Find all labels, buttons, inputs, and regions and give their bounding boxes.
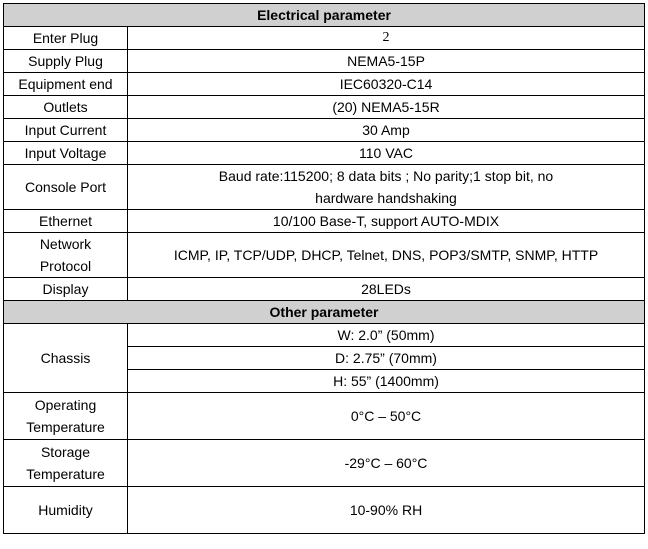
row-label: Chassis <box>4 324 128 393</box>
row-value: 10/100 Base-T, support AUTO-MDIX <box>128 210 645 233</box>
table-row <box>4 210 645 233</box>
row-value: 30 Amp <box>128 119 645 142</box>
table-row <box>4 119 645 142</box>
row-value: 2 <box>128 27 645 50</box>
table-row <box>4 165 645 210</box>
table-row <box>4 96 645 119</box>
row-label: Console Port <box>4 165 128 210</box>
row-value: H: 55” (1400mm) <box>128 370 645 393</box>
row-value: 10-90% RH <box>128 487 645 534</box>
table-row <box>4 50 645 73</box>
row-value: W: 2.0” (50mm) <box>128 324 645 347</box>
table-row <box>4 142 645 165</box>
table-row <box>4 393 645 440</box>
section-title: Electrical parameter <box>4 4 645 27</box>
row-label: Operating Temperature <box>4 393 128 440</box>
row-label: Humidity <box>4 487 128 534</box>
row-value: NEMA5-15P <box>128 50 645 73</box>
row-label: Outlets <box>4 96 128 119</box>
section-header-other <box>4 301 645 324</box>
table-row <box>4 233 645 278</box>
row-label: Enter Plug <box>4 27 128 50</box>
table-row <box>4 487 645 534</box>
row-label: Input Voltage <box>4 142 128 165</box>
row-value: (20) NEMA5-15R <box>128 96 645 119</box>
table-row <box>4 27 645 50</box>
row-value: D: 2.75” (70mm) <box>128 347 645 370</box>
row-value: IEC60320-C14 <box>128 73 645 96</box>
row-value: 0°C – 50°C <box>128 393 645 440</box>
row-value: ICMP, IP, TCP/UDP, DHCP, Telnet, DNS, POP3/SMTP, SNMP, HTTP <box>128 233 645 278</box>
table-row <box>4 324 645 347</box>
table-row <box>4 440 645 487</box>
row-label: Storage Temperature <box>4 440 128 487</box>
specification-table <box>3 3 645 534</box>
row-label: Network Protocol <box>4 233 128 278</box>
row-value: 28LEDs <box>128 278 645 301</box>
section-header-electrical <box>4 4 645 27</box>
row-value: -29°C – 60°C <box>128 440 645 487</box>
row-label: Supply Plug <box>4 50 128 73</box>
table-row <box>4 73 645 96</box>
section-title: Other parameter <box>4 301 645 324</box>
row-label: Display <box>4 278 128 301</box>
row-value: 110 VAC <box>128 142 645 165</box>
row-label: Ethernet <box>4 210 128 233</box>
table-row <box>4 278 645 301</box>
row-label: Equipment end <box>4 73 128 96</box>
row-value: Baud rate:115200; 8 data bits ; No parity;1 stop bit, no hardware handshaking <box>128 165 645 210</box>
row-label: Input Current <box>4 119 128 142</box>
